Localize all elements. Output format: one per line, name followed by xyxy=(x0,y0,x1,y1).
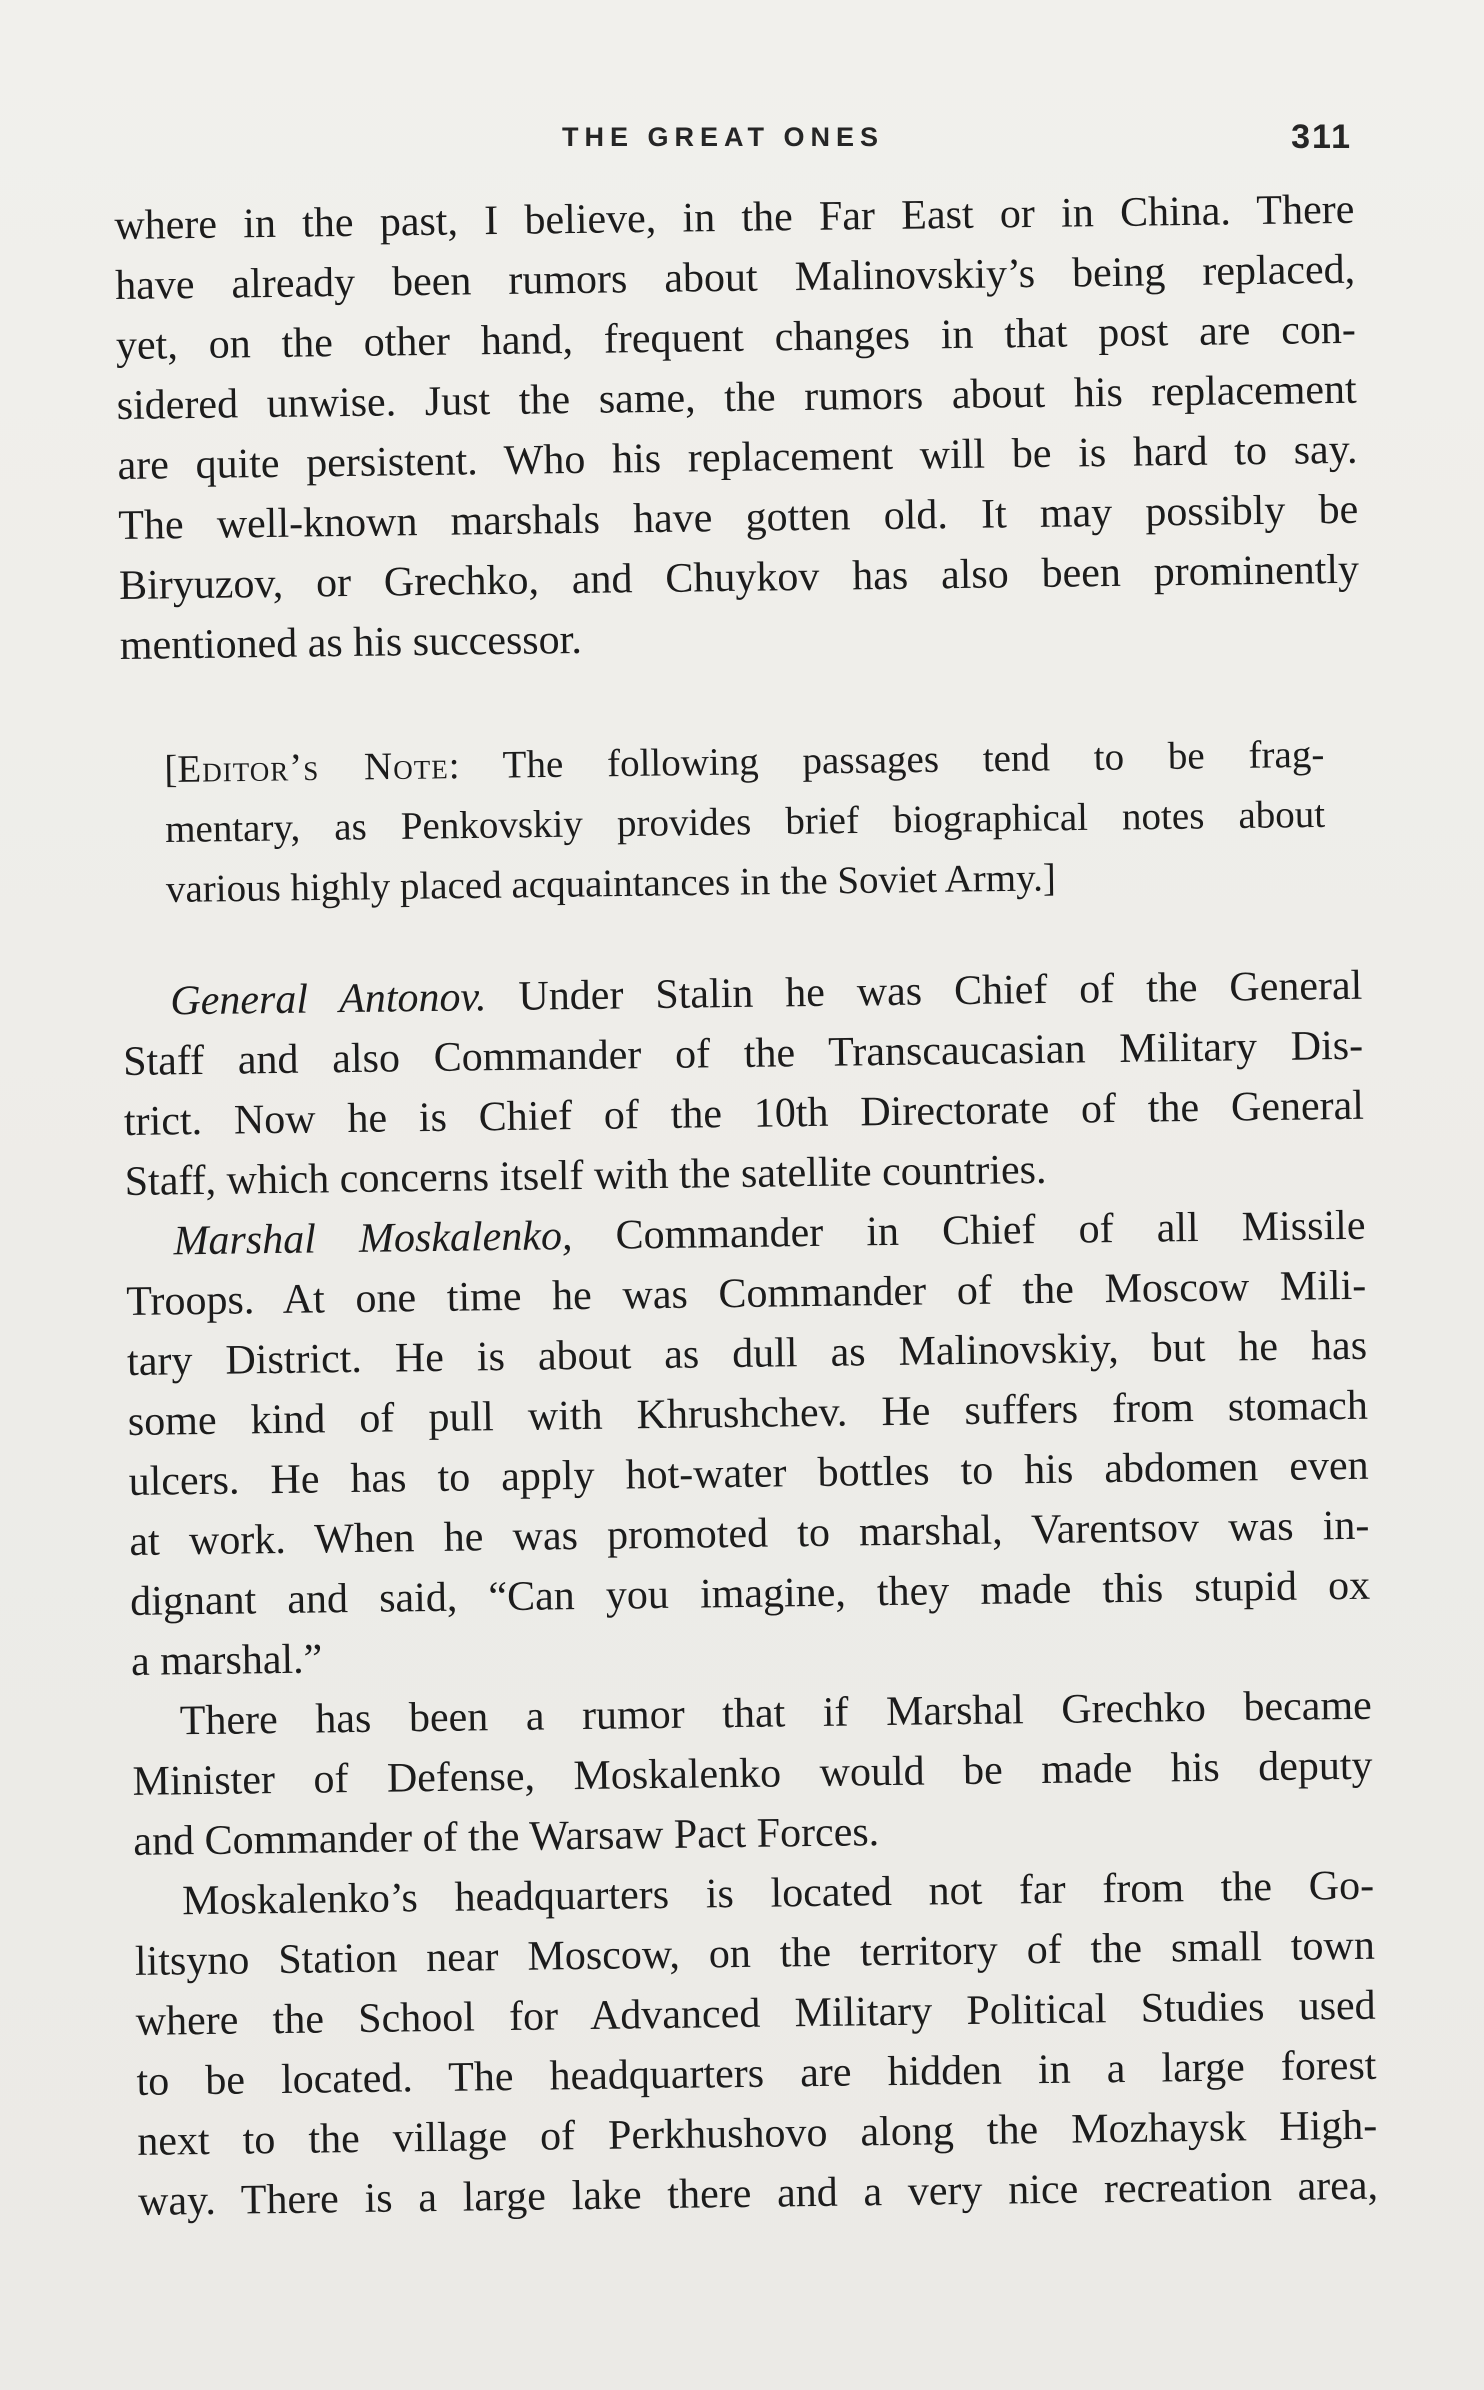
text-line: Staff, which concerns itself with the satellite countries. xyxy=(124,1146,1047,1205)
text-line: Moskalenko’s headquarters is located not far from the Go- xyxy=(181,1862,1375,1925)
note-colon: : xyxy=(448,744,460,788)
running-title: THE GREAT ONES xyxy=(562,122,885,152)
entry-name-moskalenko: Marshal Moskalenko, xyxy=(173,1213,573,1265)
text-line: Minister of Defense, Moskalenko would be made his deputy xyxy=(132,1742,1373,1805)
note-text: The following passages tend to be frag- xyxy=(459,732,1325,788)
text-line: next to the village of Perkhushovo along the Mozhaysk High- xyxy=(137,2102,1378,2165)
text-line: mentioned as his successor. xyxy=(119,616,583,669)
text-line: Troops. At one time he was Commander of the Moscow Mili- xyxy=(126,1262,1367,1325)
note-line: various highly placed acquaintances in the Soviet Army.] xyxy=(165,856,1057,911)
text-line: yet, on the other hand, frequent changes in that post are con- xyxy=(115,306,1357,369)
paragraph-continuation xyxy=(114,180,1360,676)
text-line: litsyno Station near Moscow, on the territory of the small town xyxy=(134,1922,1376,1985)
text-line: are quite persistent. Who his replacement will be is hard to say. xyxy=(117,426,1358,489)
text-line: trict. Now he is Chief of the 10th Directorate of the General xyxy=(123,1082,1365,1145)
text-line: sidered unwise. Just the same, the rumors about his replacement xyxy=(116,366,1357,429)
text-line: where in the past, I believe, in the Far East or in China. There xyxy=(114,186,1355,249)
text-line: some kind of pull with Khrushchev. He suffers from stomach xyxy=(127,1382,1369,1445)
text-line: have already been rumors about Malinovskiy’s being replaced, xyxy=(114,246,1356,309)
running-head xyxy=(112,118,1352,158)
text-line: where the School for Advanced Military Political Studies used xyxy=(135,1982,1376,2045)
note-line: mentary, as Penkovskiy provides brief biographical notes about xyxy=(164,792,1326,851)
text-line: to be located. The headquarters are hidden in a large forest xyxy=(136,2042,1377,2105)
text-line: tary District. He is about as dull as Malinovskiy, but he has xyxy=(126,1322,1368,1385)
note-label: Editor’s Note xyxy=(177,744,449,791)
editors-note xyxy=(164,725,1326,920)
text-line: There has been a rumor that if Marshal Grechko became xyxy=(179,1682,1373,1745)
page-number: 311 xyxy=(1291,118,1352,156)
text-line: way. There is a large lake there and a very nice recreation area, xyxy=(137,2162,1379,2225)
text-line: dignant and said, “Can you imagine, they made this stupid ox xyxy=(129,1562,1371,1625)
entry-text: Commander in Chief of all Missile xyxy=(572,1202,1366,1260)
text-line: at work. When he was promoted to marshal, Varentsov was in- xyxy=(129,1502,1370,1565)
text-line: ulcers. He has to apply hot-water bottles to his abdomen even xyxy=(128,1442,1369,1505)
entry-name-antonov: General Antonov. xyxy=(170,974,487,1025)
note-open-bracket: [ xyxy=(164,747,178,791)
text-line: Biryuzov, or Grechko, and Chuykov has also been prominently xyxy=(118,546,1360,609)
text-line: Staff and also Commander of the Transcaucasian Military Dis- xyxy=(122,1022,1364,1085)
text-line: a marshal.” xyxy=(130,1636,323,1685)
entry-text: Under Stalin he was Chief of the General xyxy=(486,962,1363,1021)
text-line: and Commander of the Warsaw Pact Forces. xyxy=(133,1809,880,1865)
biographical-notes xyxy=(122,956,1378,2232)
text-line: The well-known marshals have gotten old. It may possibly be xyxy=(118,486,1359,549)
